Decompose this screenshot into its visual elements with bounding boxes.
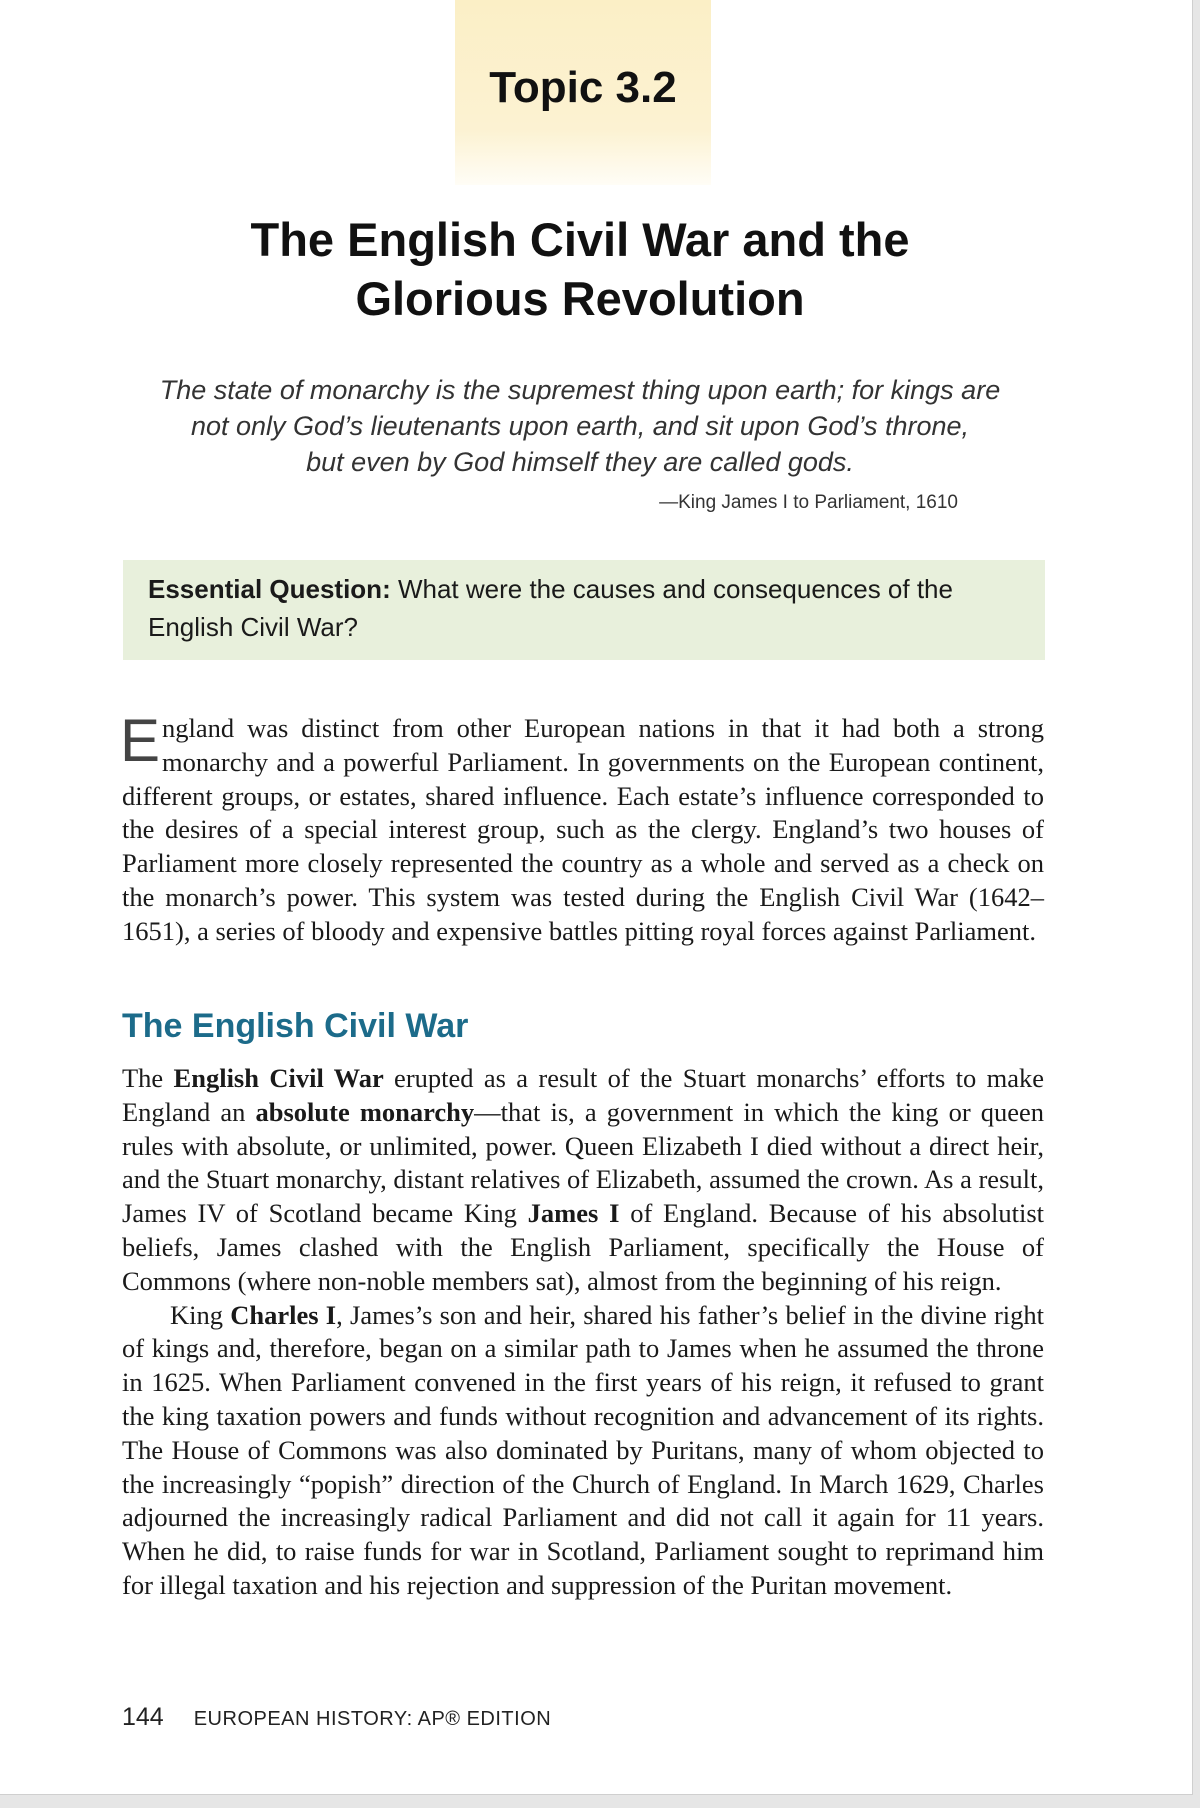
topic-label: Topic 3.2 [489, 62, 677, 112]
topic-tab [455, 0, 711, 185]
text-run: King [170, 1299, 231, 1330]
epigraph-line-2: not only God’s lieutenants upon earth, and sit upon God’s throne, [190, 411, 970, 441]
text-run: of England. Because of his absolutist beliefs, James clashed with the English Parliament, specifically the House of Commons (where non-noble members sat), almost from the beginning of his reign. [122, 1198, 1045, 1296]
book-title: EUROPEAN HISTORY: AP® EDITION [193, 1708, 552, 1730]
essential-question-text: What were the causes and consequences of the English Civil War? [148, 574, 953, 642]
key-term-absolute-monarchy: absolute monarchy [255, 1096, 475, 1127]
intro-paragraph [120, 707, 1044, 949]
text-run: The [122, 1063, 174, 1093]
chapter-title-line-2: Glorious Revolution [355, 272, 805, 325]
epigraph-attribution: —King James I to Parliament, 1610 [659, 492, 958, 513]
essential-question-label: Essential Question: [148, 574, 391, 604]
body-paragraph-1 [122, 1062, 1044, 1299]
page-footer [122, 1703, 551, 1732]
key-term-charles-i: Charles I [230, 1299, 337, 1330]
section-body [122, 1062, 1044, 1603]
epigraph-line-3: but even by God himself they are called gods. [306, 447, 854, 477]
page-number: 144 [122, 1703, 164, 1731]
chapter-title [160, 210, 1000, 328]
text-run: —that is, a government in which the king or queen rules with absolute, or unlimited, power. Queen Elizabeth I died without a direct heir, and the Stuart monarchy, distant relatives of Elizabeth, assumed the crown. As a result, James IV of Scotland became King [122, 1096, 1044, 1229]
intro-text: ngland was distinct from other European nations in that it had both a strong monarchy and a powerful Parliament. In governments on the European continent, different groups, or estates, shared influence. Each estate’s influence corresponded to the desires of a special interest group, such as the clergy. England’s two houses of Parliament more closely represented the country as a whole and served as a check on the monarch’s power. This system was tested during the English Civil War (1642–1651), a series of bloody and expensive battles pitting royal forces against Parliament. [122, 713, 1044, 946]
key-term-james-i: James I [527, 1198, 620, 1229]
text-run: erupted as a result of the Stuart monarchs’ efforts to make England an [122, 1063, 1044, 1127]
epigraph-quote [130, 372, 1030, 480]
section-heading: The English Civil War [122, 1007, 469, 1045]
epigraph-line-1: The state of monarchy is the supremest thing upon earth; for kings are [159, 375, 1001, 405]
drop-cap-letter: E [120, 707, 161, 774]
chapter-title-line-1: The English Civil War and the [250, 213, 910, 266]
key-term-english-civil-war: English Civil War [173, 1063, 384, 1093]
body-paragraph-2 [122, 1299, 1044, 1603]
essential-question-box [123, 560, 1045, 660]
text-run: , James’s son and heir, shared his father’s belief in the divine right of kings and, therefore, began on a similar path to James when he assumed the throne in 1625. When Parliament convened in the first years of his reign, it refused to grant the king taxation powers and funds without recognition and advancement of its rights. The House of Commons was also dominated by Puritans, many of whom objected to the increasingly “popish” direction of the Church of England. In March 1629, Charles adjourned the increasingly radical Parliament and did not call it again for 11 years. When he did, to raise funds for war in Scotland, Parliament sought to reprimand him for illegal taxation and his rejection and suppression of the Puritan movement. [122, 1299, 1045, 1600]
